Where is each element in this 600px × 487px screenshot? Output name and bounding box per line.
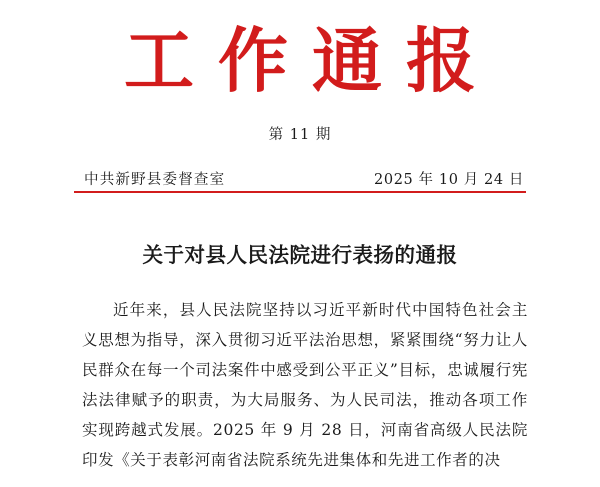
red-header-rule — [74, 191, 526, 193]
issue-date: 2025 年 10 月 24 日 — [374, 172, 524, 188]
issue-number: 第 11 期 — [268, 127, 332, 143]
issuing-office: 中共新野县委督查室 — [84, 172, 226, 188]
body-paragraph: 近年来，县人民法院坚持以习近平新时代中国特色社会主义思想为指导，深入贯彻习近平法治思想，紧紧围绕“努力让人民群众在每一个司法案件中感受到公平正义”目标，忠诚履行宪法法律赋予的职责，为大局服务、为人民司法，推动各项工作实现跨越式发展。2025 年 9 月 28 日，河南省高级人民法院印发《关于表彰河南省法院系统先进集体和先进工作者的决 — [82, 301, 528, 469]
document-title: 关于对县人民法院进行表扬的通报 — [142, 243, 458, 267]
masthead-title: 工作通报 — [124, 19, 500, 102]
